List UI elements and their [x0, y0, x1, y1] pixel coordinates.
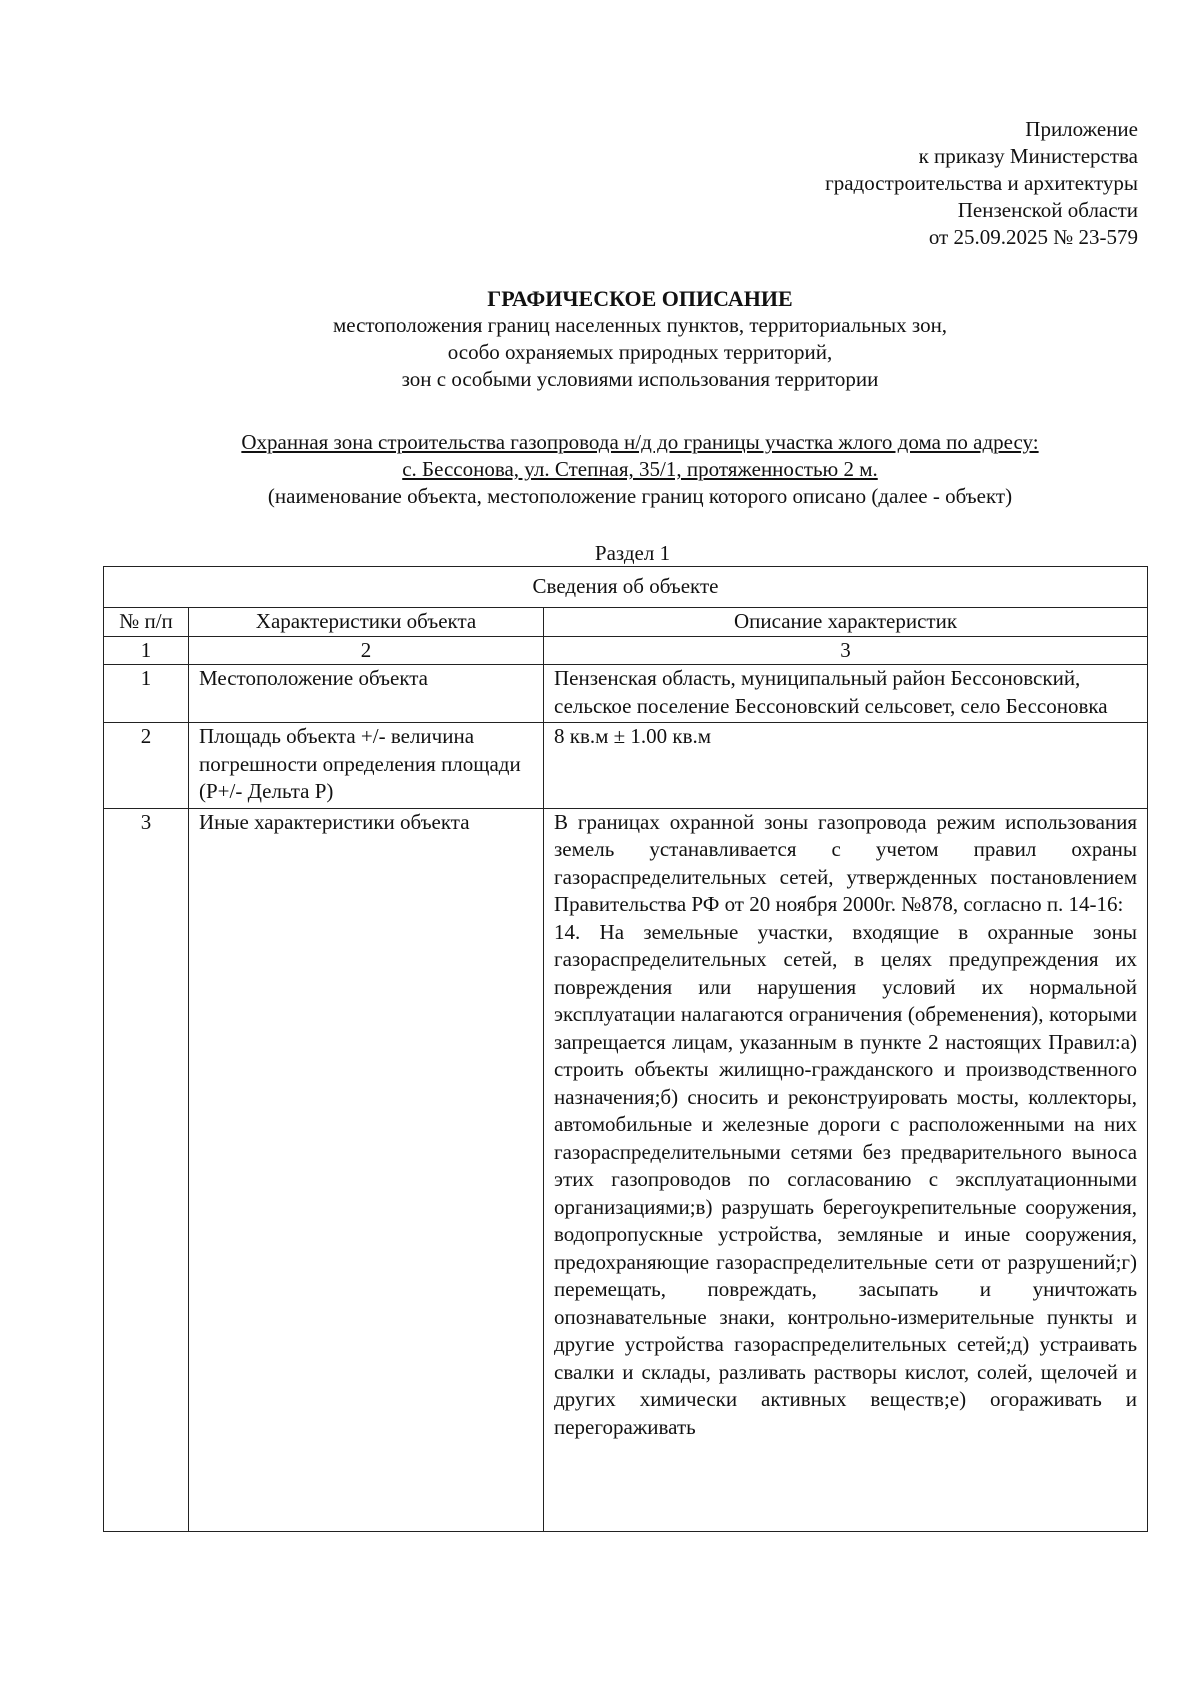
table-caption: Сведения об объекте — [104, 567, 1148, 608]
row-description — [544, 808, 1148, 1531]
header-characteristic: Характеристики объекта — [189, 608, 544, 637]
document-subtitle-line: местоположения границ населенных пунктов, территориальных зон, — [332, 313, 948, 337]
appendix-line: Приложение — [1025, 117, 1138, 141]
row-description: Пензенская область, муниципальный район Бессоновский, сельское поселение Бессоновский сельсовет, село Бессоновка — [544, 665, 1148, 723]
appendix-line: градостроительства и архитектуры — [825, 171, 1138, 195]
appendix-line: к приказу Министерства — [918, 144, 1138, 168]
object-name-line: с. Бессонова, ул. Степная, 35/1, протяженностью 2 м. — [402, 457, 878, 481]
column-number: 1 — [104, 636, 189, 665]
row-num: 2 — [104, 723, 189, 809]
header-num: № п/п — [104, 608, 189, 637]
row-description: 8 кв.м ± 1.00 кв.м — [544, 723, 1148, 809]
row-characteristic: Площадь объекта +/- величина погрешности определения площади (P+/- Дельта P) — [189, 723, 544, 809]
row-characteristic: Иные характеристики объекта — [189, 808, 544, 1531]
row-num: 3 — [104, 808, 189, 1531]
appendix-header — [618, 116, 1138, 251]
object-info-table — [103, 566, 1148, 1532]
description-paragraph: В границах охранной зоны газопровода режим использования земель устанавливается с учетом правил охраны газораспределительных сетей, утвержденных постановлением Правительства РФ от 20 ноября 2000г. №878, согласно п. 14-16: — [554, 809, 1138, 916]
document-title-block — [120, 285, 1160, 393]
section-label: Раздел 1 — [594, 541, 671, 565]
appendix-line: Пензенской области — [957, 198, 1138, 222]
table-caption-row — [104, 567, 1148, 608]
object-name-note: (наименование объекта, местоположение границ которого описано (далее - объект) — [267, 484, 1013, 508]
document-title: ГРАФИЧЕСКОЕ ОПИСАНИЕ — [487, 286, 793, 311]
document-subtitle-line: зон с особыми условиями использования территории — [401, 367, 879, 391]
header-description: Описание характеристик — [544, 608, 1148, 637]
object-name-block — [80, 429, 1200, 510]
column-number: 2 — [189, 636, 544, 665]
object-name-line: Охранная зона строительства газопровода н/д до границы участка жлого дома по адресу: — [241, 430, 1039, 454]
document-subtitle-line: особо охраняемых природных территорий, — [447, 340, 833, 364]
column-number-row — [104, 636, 1148, 665]
table-row — [104, 723, 1148, 809]
table-row — [104, 808, 1148, 1531]
table-header-row — [104, 608, 1148, 637]
description-paragraph: 14. На земельные участки, входящие в охранные зоны газораспределительных сетей, в целях предупреждения их повреждения или нарушения условий их нормальной эксплуатации налагаются ограничения (обременения), которыми запрещается лицам, указанным в пункте 2 настоящих Правил:а) строить объекты жилищно-гражданского и производственного назначения;б) сносить и реконструировать мосты, коллекторы, автомобильные и железные дороги с расположенными на них газораспределительными сетями без предварительного выноса этих газопроводов по согласованию с эксплуатационными организациями;в) разрушать берегоукрепительные сооружения, водопропускные устройства, земляные и иные сооружения, предохраняющие газораспределительные сети от разрушений;г) перемещать, повреждать, засыпать и уничтожать опознавательные знаки, контрольно-измерительные пункты и другие устройства газораспределительных сетей;д) устраивать свалки и склады, разливать растворы кислот, солей, щелочей и других химически активных веществ;е) огораживать и перегораживать — [554, 919, 1138, 1439]
column-number: 3 — [544, 636, 1148, 665]
row-characteristic: Местоположение объекта — [189, 665, 544, 723]
appendix-date-number: от 25.09.2025 № 23-579 — [928, 225, 1138, 249]
row-num: 1 — [104, 665, 189, 723]
table-row — [104, 665, 1148, 723]
